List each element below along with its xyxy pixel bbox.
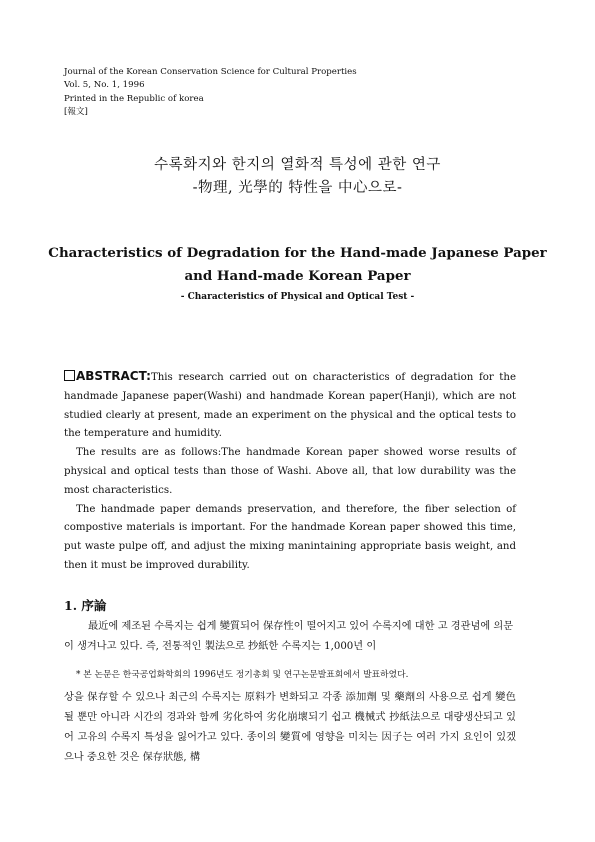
abstract-paragraph-3: The handmade paper demands preservation, and therefore, the fiber selection of compostive materials is important. For the handmade Korean paper showed this time, put waste pulpe off, and adjust the mixing manintaining appropriate basis weight, and then it must be improved durability. <box>64 503 516 571</box>
journal-printed: Printed in the Republic of korea <box>64 93 204 104</box>
abstract-paragraph-1 <box>64 367 516 444</box>
introduction-body-continued <box>64 688 516 768</box>
checkbox-square-icon <box>64 370 75 381</box>
journal-volume: Vol. 5, No. 1, 1996 <box>64 80 145 91</box>
abstract-heading: ABSTRACT: <box>76 369 151 383</box>
introduction-paragraph-2: 상을 保存할 수 있으나 최근의 수록지는 原料가 변화되고 각종 添加劑 및 藥劑의 사용으로 쉽게 變色될 뿐만 아니라 시간의 경과와 함께 劣化하여 劣化崩壞되기 쉽고 機械式 抄紙法으로 대량생산되고 있어 고유의 수록지 특성을 잃어가고 있다. 종이의 變質에 영향을 미치는 因子는 여러 가지 요인이 있겠으나 중요한 것은 保存狀態, 構 <box>64 692 516 763</box>
english-title-line-2: and Hand-made Korean Paper <box>184 268 411 284</box>
journal-info <box>64 66 357 120</box>
section-heading-introduction: 1. 序論 <box>64 598 107 613</box>
abstract-section <box>64 367 516 576</box>
article-type-tag: [報文] <box>64 107 88 118</box>
korean-title: 수록화지와 한지의 열화적 특성에 관한 연구 <box>154 157 441 173</box>
footnote: * 본 논문은 한국공업화학회의 1996년도 정기총회 및 연구논문발표회에서 발표하였다. <box>76 670 409 680</box>
introduction-body <box>64 617 516 657</box>
english-title-line-1: Characteristics of Degradation for the Hand-made Japanese Paper <box>48 245 547 261</box>
korean-subtitle: -物理, 光學的 特性을 中心으로- <box>192 180 403 196</box>
english-subtitle: - Characteristics of Physical and Optical Test - <box>180 292 415 302</box>
abstract-text-1: This research carried out on characteristics of degradation for the handmade Japanese paper(Washi) and handmade Korean paper(Hanji), which are not studied clearly at present, made an experiment on the physical and the optical tests to the temperature and humidity. <box>64 372 516 440</box>
journal-name: Journal of the Korean Conservation Science for Cultural Properties <box>64 67 357 77</box>
introduction-paragraph-1: 最近에 제조된 수록지는 쉽게 變質되어 保存性이 떨어지고 있어 수록지에 대한 고 경관념에 의문이 생겨나고 있다. 즉, 전통적인 製法으로 抄紙한 수록지는 1,000년 이 <box>64 621 514 652</box>
abstract-paragraph-2: The results are as follows:The handmade Korean paper showed worse results of physical and optical tests than those of Washi. Above all, that low durability was the most characteristics. <box>64 447 516 496</box>
